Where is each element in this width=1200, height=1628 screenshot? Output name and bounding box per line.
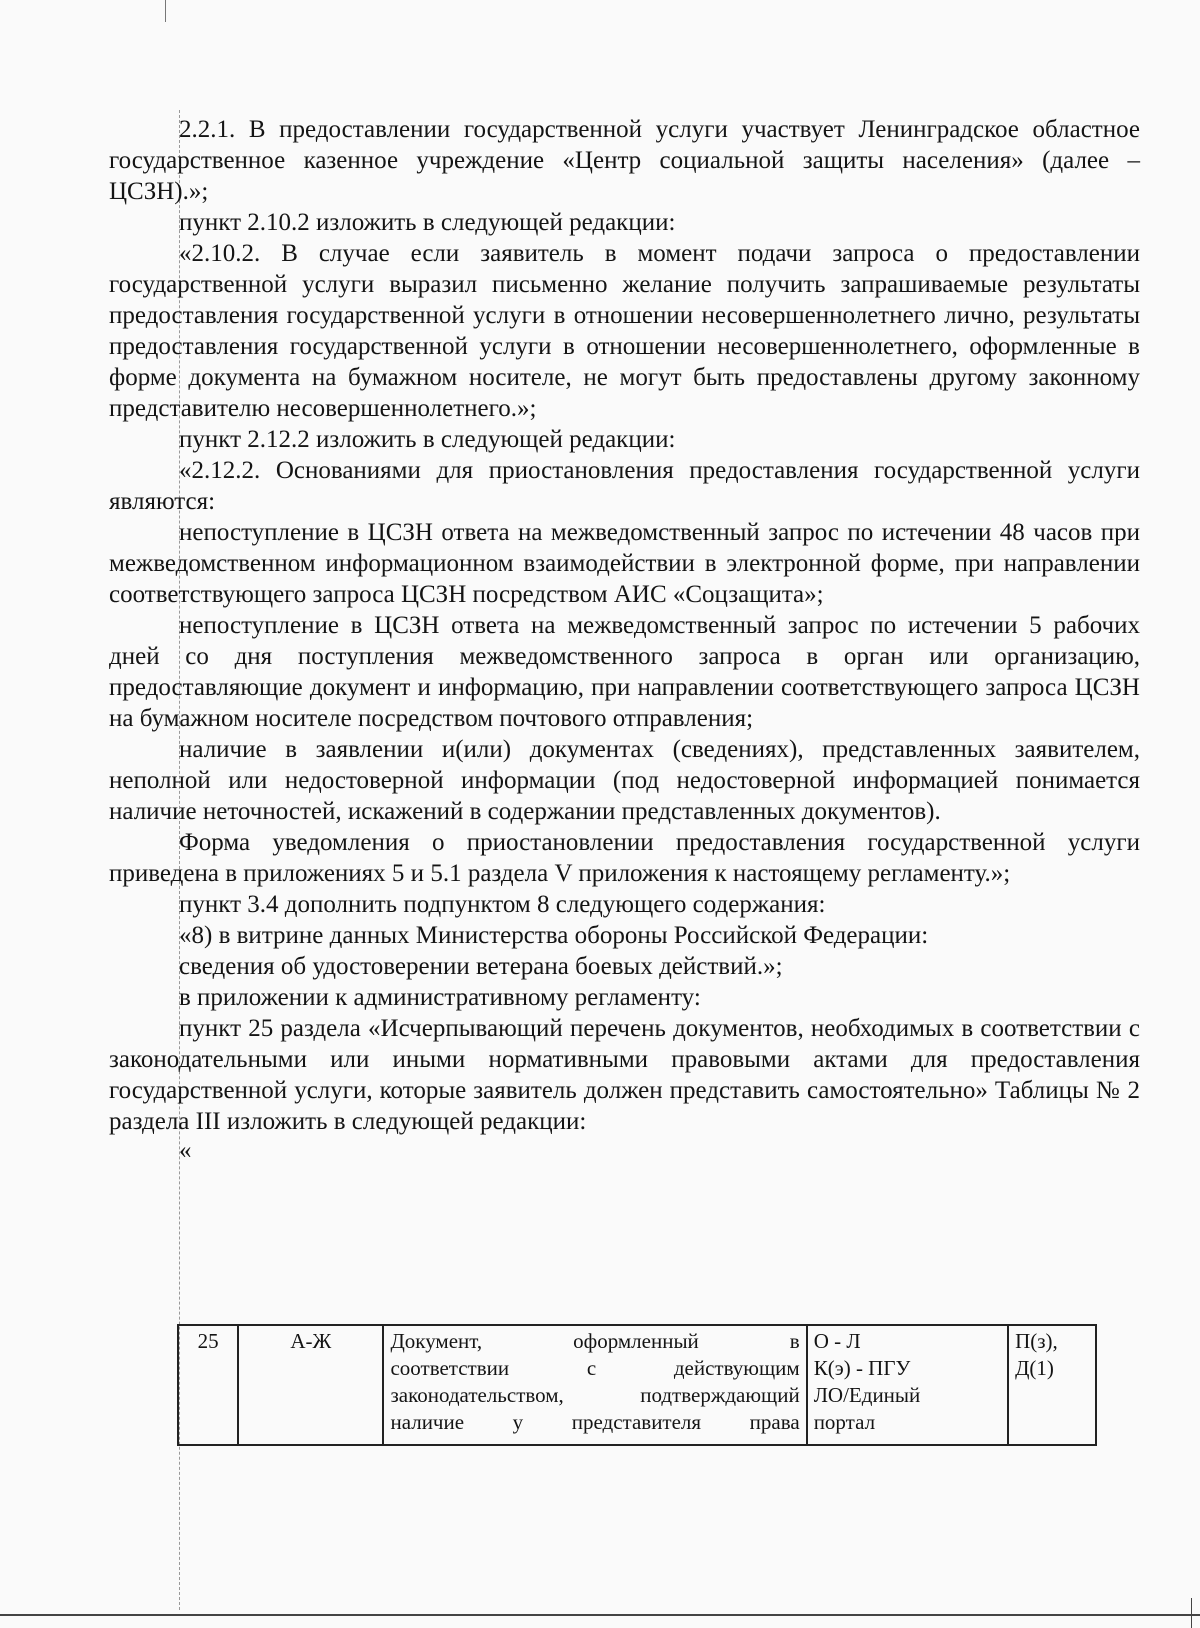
cell-flags <box>1008 1325 1096 1445</box>
paragraph-point-25: пункт 25 раздела «Исчерпывающий перечень документов, необходимых в соответствии с законодательными или иными нормативными правовыми актами для предоставления государственной услуги, которые заявитель должен представить самостоятельно» Таблицы № 2 раздела III изложить в следующей редакции: <box>109 1015 1140 1135</box>
source-line: ЛО/Единый <box>813 1383 921 1407</box>
flag-line: П(з), <box>1015 1329 1058 1353</box>
cell-source <box>807 1325 1008 1445</box>
cell-number: 25 <box>178 1325 238 1445</box>
source-line: О - Л <box>813 1329 861 1353</box>
scan-artifact-top <box>165 0 166 22</box>
paragraph-2-10-2: «2.10.2. В случае если заявитель в момент подачи запроса о предоставлении государственной услуги выразил письменно желание получить запрашиваемые результаты предоставления государственной услуги в отношении несовершеннолетнего лично, результаты предоставления государственной услуги в отношении несовершеннолетнего, оформленные в форме документа на бумажном носителе, не могут быть предоставлены другому законному представителю несовершеннолетнего.»; <box>109 240 1140 422</box>
paragraph-2-12-2: «2.12.2. Основаниями для приостановления предоставления государственной услуги являются: <box>109 457 1140 515</box>
source-line: портал <box>813 1410 876 1434</box>
regulation-table <box>177 1324 1097 1446</box>
document-body <box>109 114 1140 1165</box>
document-line: законодательством, подтверждающий <box>390 1383 800 1407</box>
paragraph-amend-2-10-2: пункт 2.10.2 изложить в следующей редакции: <box>179 209 676 236</box>
paragraph-subpoint-8: «8) в витрине данных Министерства обороны Российской Федерации: <box>179 922 929 949</box>
paragraph-notice-form: Форма уведомления о приостановлении предоставления государственной услуги приведена в приложениях 5 и 5.1 раздела V приложения к настоящему регламенту.»; <box>109 829 1140 887</box>
cell-document <box>383 1325 806 1445</box>
paragraph-appendix: в приложении к административному регламенту: <box>179 984 701 1011</box>
cell-code: А-Ж <box>238 1325 383 1445</box>
document-line: Документ, оформленный в <box>390 1329 800 1353</box>
source-line: К(э) - ПГУ <box>813 1356 911 1380</box>
paragraph-ground-48h: непоступление в ЦСЗН ответа на межведомственный запрос по истечении 48 часов при межведомственном информационном взаимодействии в электронной форме, при направлении соответствующего запроса ЦСЗН посредством АИС «Соцзащита»; <box>109 519 1140 608</box>
table-row <box>178 1325 1096 1445</box>
paragraph-amend-2-12-2: пункт 2.12.2 изложить в следующей редакции: <box>179 426 676 453</box>
document-line: соответствии с действующим <box>390 1356 800 1380</box>
paragraph-ground-5days: непоступление в ЦСЗН ответа на межведомственный запрос по истечении 5 рабочих дней со дня поступления межведомственного запроса в орган или организацию, предоставляющие документ и информацию, при направлении соответствующего запроса ЦСЗН на бумажном носителе посредством почтового отправления; <box>109 612 1140 732</box>
document-line: наличие у представителя права <box>390 1410 800 1434</box>
paragraph-ground-incomplete: наличие в заявлении и(или) документах (сведениях), представленных заявителем, неполной или недостоверной информации (под недостоверной информацией понимается наличие неточностей, искажений в содержании представленных документов). <box>109 736 1140 825</box>
opening-quote: « <box>179 1137 192 1164</box>
scan-artifact-right <box>1191 1598 1192 1628</box>
scan-artifact-bottom <box>0 1614 1200 1616</box>
paragraph-veteran-cert: сведения об удостоверении ветерана боевых действий.»; <box>179 953 783 980</box>
paragraph-amend-3-4: пункт 3.4 дополнить подпунктом 8 следующего содержания: <box>179 891 826 918</box>
flag-line: Д(1) <box>1015 1356 1054 1380</box>
paragraph-2-2-1: 2.2.1. В предоставлении государственной услуги участвует Ленинградское областное государственное казенное учреждение «Центр социальной защиты населения» (далее – ЦСЗН).»; <box>109 116 1140 205</box>
